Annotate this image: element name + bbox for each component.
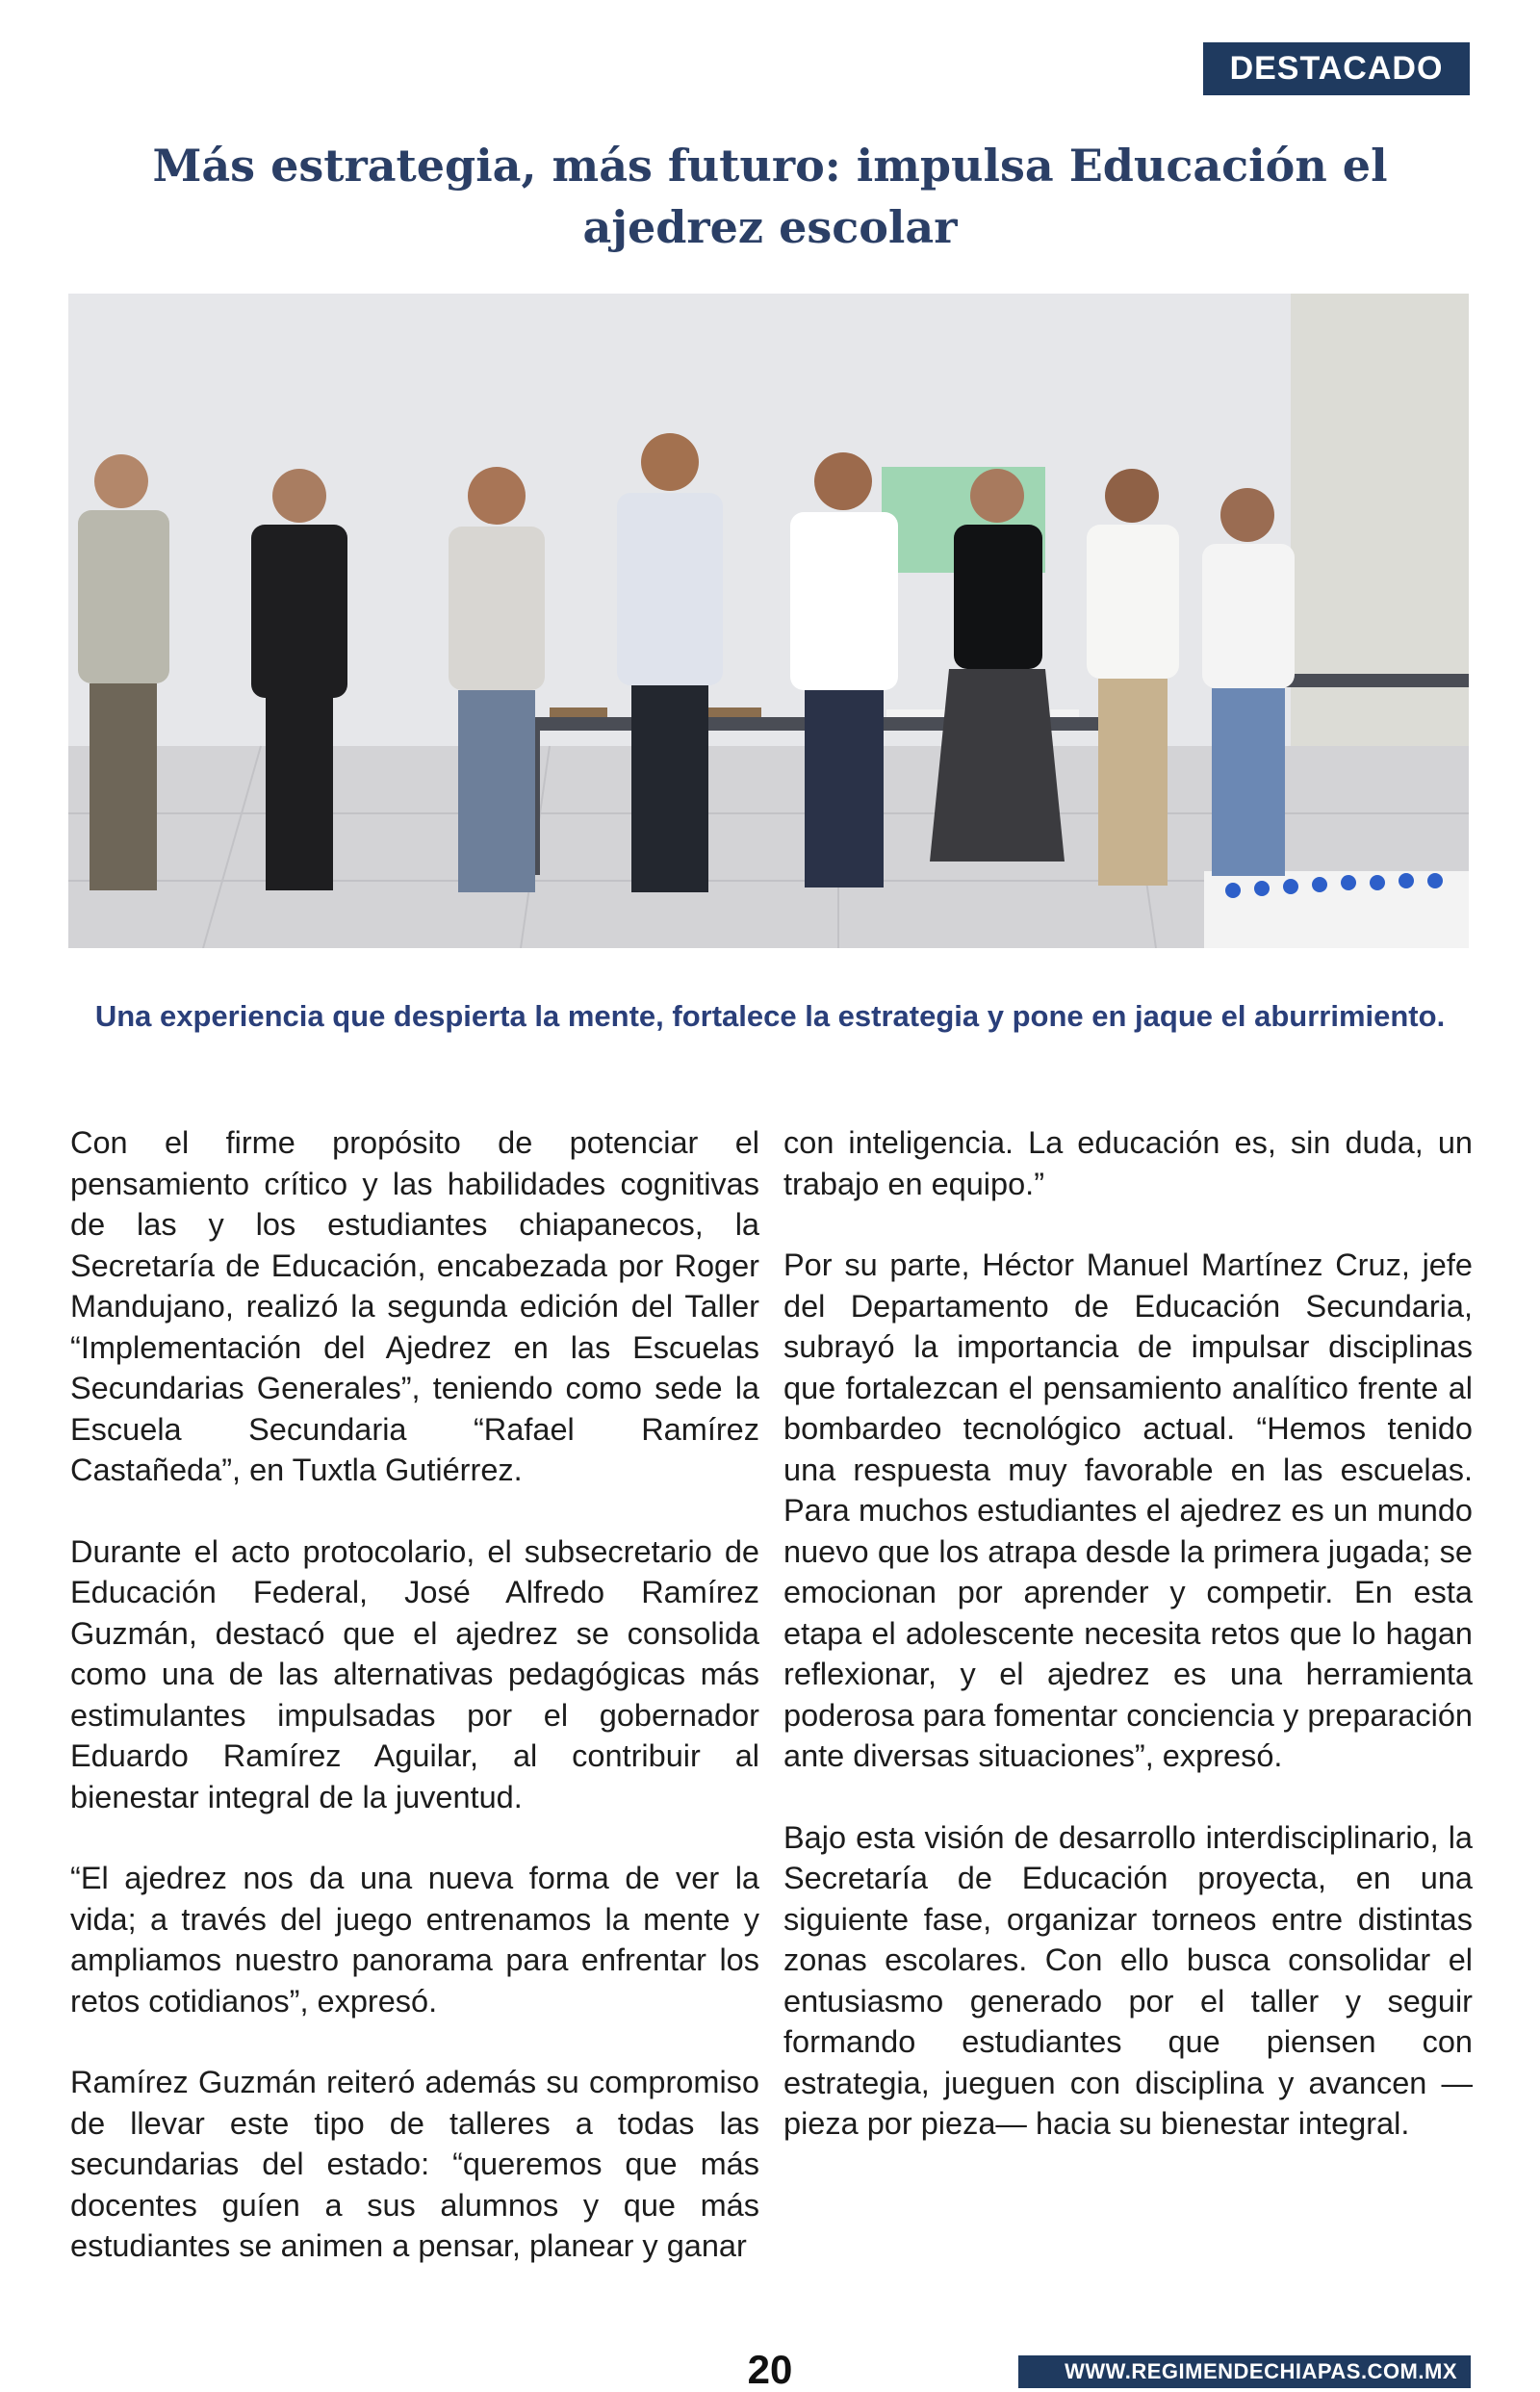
body-paragraph: Con el firme propósito de potenciar el pensamiento crítico y las habilidades cognitivas de las y los estudiantes chiapanecos, la Secretaría de Educación, encabezada por Roger Mandujano, realizó la segunda edición del Taller “Implementación del Ajedrez en las Escuelas Secundarias Generales”, teniendo como sede la Escuela Secundaria “Rafael Ramírez Castañeda”, en Tuxtla Gutiérrez. — [70, 1125, 759, 1487]
photo-group-image — [68, 294, 1469, 948]
body-paragraph: Bajo esta visión de desarrollo interdisciplinario, la Secretaría de Educación proyecta, en una siguiente fase, organizar torneos entre distintas zonas escolares. Con ello busca consolidar el entusiasmo generado por el taller y seguir formando estudiantes que piensen con estrategia, jueguen con disciplina y avancen —pieza por pieza— hacia su bienestar integral. — [783, 1819, 1473, 2141]
page-number: 20 — [747, 2347, 793, 2392]
body-paragraph: con inteligencia. La educación es, sin duda, un trabajo en equipo.” — [783, 1125, 1473, 1201]
body-column-right — [783, 1122, 1473, 2185]
body-paragraph: “El ajedrez nos da una nueva forma de ver la vida; a través del juego entrenamos la mente y ampliamos nuestro panorama para enfrentar los retos cotidianos”, expresó. — [70, 1861, 759, 2019]
body-paragraph: Ramírez Guzmán reiteró además su compromiso de llevar este tipo de talleres a todas las secundarias del estado: “queremos que más docentes guíen a sus alumnos y que más estudiantes se animen a pensar, planear y ganar — [70, 2065, 759, 2263]
body-column-left — [70, 1122, 759, 2307]
article-photo — [68, 294, 1469, 948]
footer-bar — [1018, 2355, 1471, 2388]
website-url: WWW.REGIMENDECHIAPAS.COM.MX — [1065, 2359, 1457, 2383]
body-paragraph: Por su parte, Héctor Manuel Martínez Cruz, jefe del Departamento de Educación Secundaria, subrayó la importancia de impulsar disciplinas que fortalezcan el pensamiento analítico frente al bombardeo tecnológico actual. “Hemos tenido una respuesta muy favorable en las escuelas. Para muchos estudiantes el ajedrez es un mundo nuevo que los atrapa desde la primera jugada; se emocionan por aprender y competir. En esta etapa el adolescente necesita retos que lo hagan reflexionar, y el ajedrez es una herramienta poderosa para fomentar conciencia y preparación ante diversas situaciones”, expresó. — [783, 1247, 1473, 1773]
article-headline: Más estrategia, más futuro: impulsa Educación el ajedrez escolar — [152, 140, 1388, 253]
body-paragraph: Durante el acto protocolario, el subsecretario de Educación Federal, José Alfredo Ramírez Guzmán, destacó que el ajedrez se consolida como una de las alternativas pedagógicas más estimulantes impulsadas por el gobernador Eduardo Ramírez Aguilar, al contribuir al bienestar integral de la juventud. — [70, 1533, 759, 1814]
section-badge: DESTACADO — [1203, 42, 1470, 95]
article-subtitle: Una experiencia que despierta la mente, fortalece la estrategia y pone en jaque el aburrimiento. — [94, 999, 1446, 1033]
